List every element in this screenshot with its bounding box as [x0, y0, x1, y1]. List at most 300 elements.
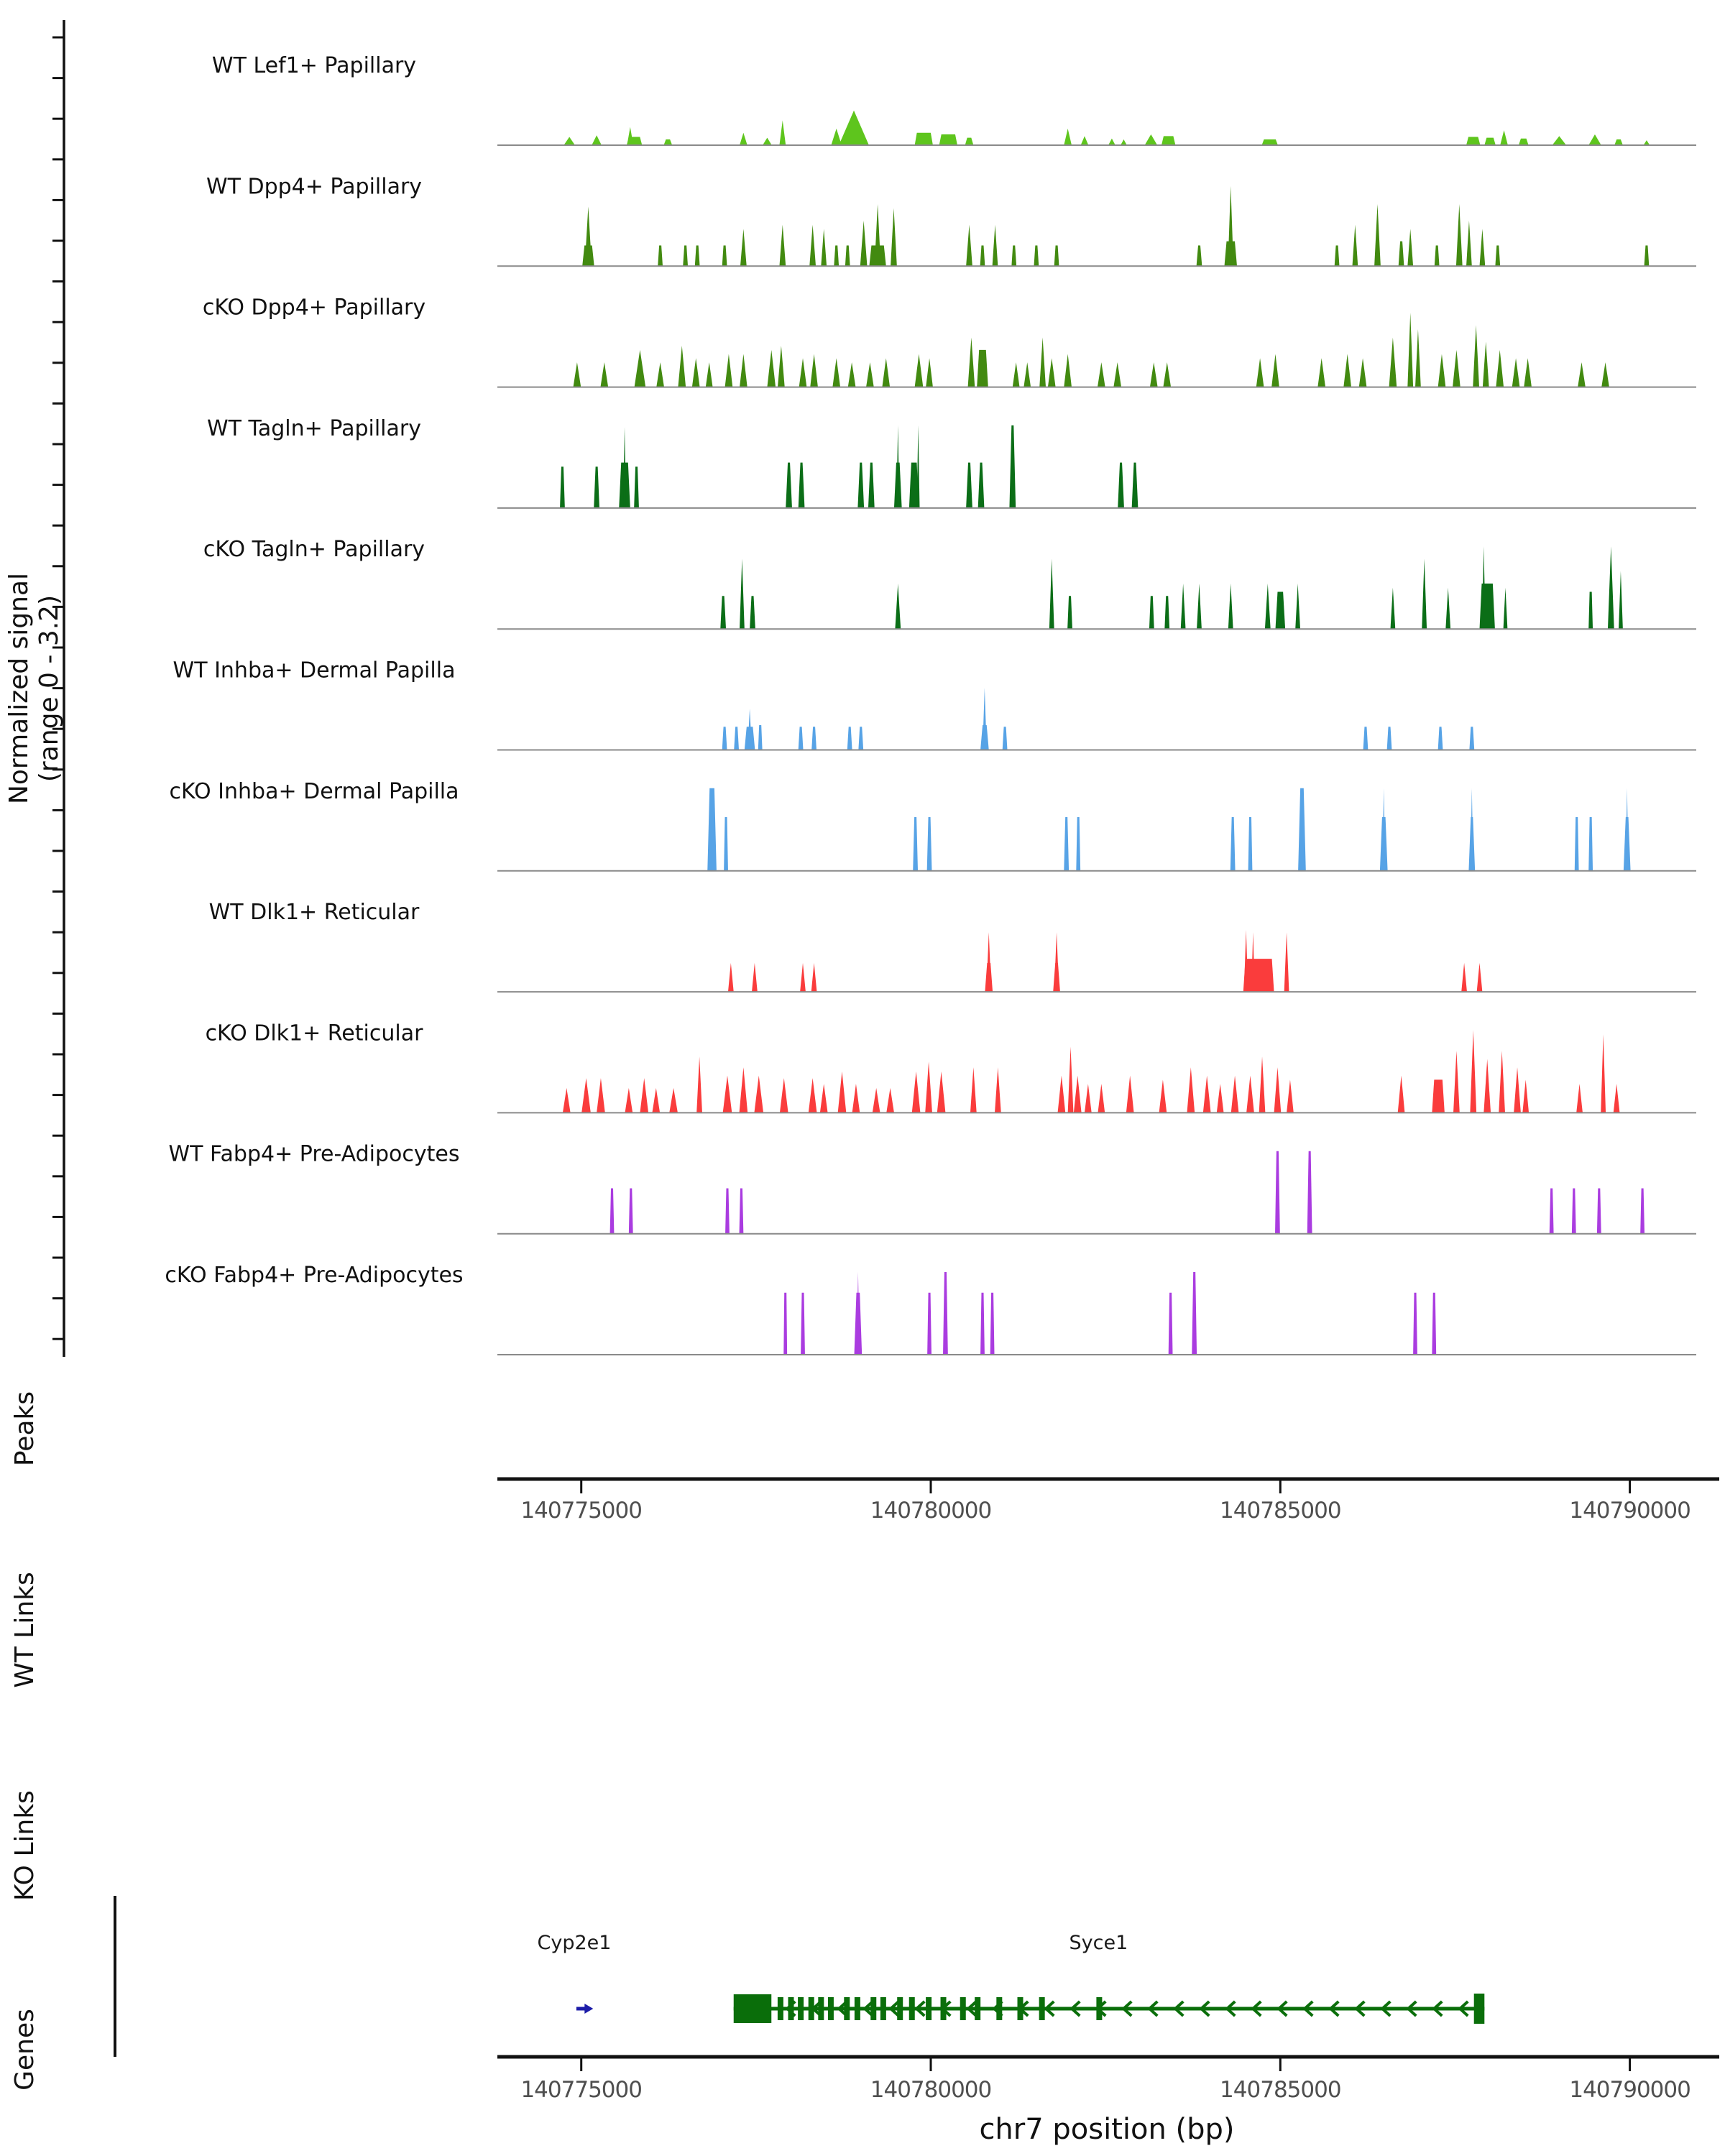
signal-track	[203, 537, 1696, 629]
track-peak	[1181, 584, 1186, 629]
exon	[897, 1997, 903, 2020]
track-peak	[852, 1084, 860, 1112]
track-peak	[980, 1293, 985, 1355]
track-peak	[895, 584, 901, 629]
track-peak	[848, 362, 856, 387]
track-peak	[1453, 1051, 1460, 1112]
track-peak	[1514, 1067, 1521, 1112]
track-peak	[740, 229, 747, 267]
track-peak	[1644, 140, 1650, 145]
track-peak	[1009, 425, 1016, 508]
track-peak	[838, 1072, 847, 1113]
track-peak	[926, 358, 933, 387]
track-peak	[965, 138, 974, 145]
track-peak	[627, 137, 642, 146]
track-peak	[1058, 1076, 1066, 1113]
track-peak	[811, 963, 817, 992]
track-peak	[1317, 358, 1325, 387]
track-peak	[913, 817, 918, 871]
track-peak	[1284, 932, 1289, 992]
track-peak	[1374, 204, 1381, 266]
exon	[778, 1997, 783, 2020]
track-peak	[1575, 817, 1579, 871]
track-peak	[800, 963, 806, 992]
track-peak	[1387, 727, 1392, 750]
track-peak	[1159, 1079, 1167, 1112]
track-peak	[1053, 963, 1060, 992]
exon	[798, 1997, 804, 2020]
track-peak	[786, 463, 792, 508]
track-peak	[1588, 134, 1601, 145]
track-peak	[1484, 138, 1496, 145]
track-peak	[767, 350, 776, 387]
track-peak	[873, 1088, 880, 1113]
track-peak	[821, 229, 827, 267]
track-label: WT Inhba+ Dermal Papilla	[172, 658, 456, 683]
track-peak	[1483, 341, 1489, 387]
signal-track	[207, 416, 1696, 508]
track-peak	[734, 727, 739, 750]
track-peak	[1432, 1079, 1445, 1112]
track-peak	[1259, 1056, 1266, 1112]
track-peak	[600, 362, 608, 387]
track-peak	[1098, 362, 1105, 387]
track-peak	[640, 1078, 648, 1112]
track-peak	[1415, 329, 1421, 387]
track-peak	[1550, 1188, 1554, 1233]
track-peak	[1064, 817, 1069, 871]
track-peak	[1438, 354, 1446, 387]
track-peak	[1067, 596, 1072, 629]
track-peak	[1614, 139, 1623, 145]
track-peak	[1619, 571, 1623, 630]
track-peak	[1466, 137, 1480, 146]
axis-tick-label: 140790000	[1569, 2077, 1690, 2103]
track-peak	[1217, 1084, 1224, 1112]
track-peak	[799, 358, 807, 387]
section-label-wt-links: WT Links	[10, 1572, 40, 1688]
axis-tick-label: 140775000	[520, 2077, 642, 2103]
track-peak	[1469, 727, 1474, 750]
track-peak	[1248, 817, 1253, 871]
track-peak	[740, 1067, 748, 1112]
track-label: WT Fabp4+ Pre-Adipocytes	[168, 1141, 460, 1167]
track-peak	[1197, 246, 1202, 267]
exon	[909, 1997, 915, 2020]
track-peak	[1064, 129, 1072, 145]
track-peak	[1145, 134, 1158, 145]
x-axis-title: chr7 position (bp)	[979, 2113, 1235, 2146]
track-label: cKO Tagln+ Papillary	[203, 537, 426, 563]
track-peak	[728, 963, 734, 992]
track-peak	[1512, 358, 1520, 387]
track-peak	[683, 246, 688, 267]
axis-tick-label: 140785000	[1220, 2077, 1341, 2103]
track-peak	[809, 1078, 817, 1112]
signal-track	[206, 174, 1696, 266]
track-peak	[980, 246, 985, 267]
track-peak	[832, 358, 840, 387]
track-peak	[1132, 463, 1138, 508]
exon	[1474, 1994, 1485, 2024]
track-peak	[1164, 596, 1169, 629]
track-peak	[1013, 362, 1020, 387]
track-peak	[1601, 362, 1609, 387]
track-peak	[779, 225, 786, 267]
track-peak	[560, 466, 565, 508]
track-peak	[1398, 1076, 1405, 1113]
track-peak	[1121, 139, 1127, 145]
track-peak	[706, 362, 713, 387]
axis-tick-label: 140785000	[1220, 1498, 1341, 1524]
track-peak	[820, 1084, 828, 1112]
track-peak	[610, 1188, 615, 1233]
track-peak	[868, 463, 875, 508]
track-peak	[1024, 362, 1031, 387]
track-peak	[740, 354, 748, 387]
track-peak	[886, 1088, 894, 1113]
track-peak	[869, 246, 886, 267]
track-label: WT Dlk1+ Reticular	[208, 900, 420, 926]
y-axis-label-line1: Normalized signal	[4, 572, 34, 805]
track-peak	[625, 1088, 632, 1113]
track-peak	[594, 466, 599, 508]
track-peak	[725, 354, 733, 387]
track-peak	[635, 350, 646, 387]
track-peak	[1588, 591, 1593, 629]
track-peak	[1461, 963, 1467, 992]
track-peak	[779, 121, 786, 146]
track-label: WT Lef1+ Papillary	[211, 53, 417, 78]
track-peak	[1519, 139, 1529, 145]
track-peak	[707, 788, 717, 871]
track-peak	[1343, 354, 1351, 387]
track-peak	[1203, 1076, 1211, 1113]
track-peak	[1359, 358, 1367, 387]
track-peak	[574, 362, 581, 387]
gene-label: Syce1	[1069, 1932, 1128, 1954]
track-peak	[1470, 1030, 1476, 1112]
track-peak	[1271, 354, 1279, 387]
track-peak	[1076, 817, 1080, 871]
exon	[818, 1997, 824, 2020]
track-peak	[912, 1072, 921, 1113]
peaks-axis	[497, 1479, 1719, 1524]
track-peak	[758, 725, 763, 750]
track-peak	[750, 596, 755, 629]
signal-track	[169, 779, 1696, 871]
track-peak	[1390, 588, 1395, 630]
track-peak	[678, 346, 686, 387]
track-peak	[1389, 338, 1397, 387]
track-peak	[723, 1076, 732, 1113]
track-peak	[1552, 136, 1566, 145]
track-peak	[1224, 241, 1237, 267]
track-peak	[1335, 246, 1340, 267]
track-peak	[725, 1188, 730, 1233]
track-peak	[1422, 558, 1427, 629]
track-peak	[939, 134, 957, 145]
track-peak	[966, 225, 972, 267]
track-peak	[1064, 354, 1072, 387]
track-peak	[809, 225, 816, 267]
track-peak	[1352, 225, 1358, 267]
track-peak	[1113, 362, 1121, 387]
track-peak	[985, 963, 993, 992]
track-peak	[1197, 584, 1202, 629]
track-peak	[597, 1078, 605, 1112]
track-peak	[995, 1067, 1001, 1112]
track-peak	[1298, 788, 1306, 871]
track-peak	[1274, 1067, 1282, 1112]
track-peak	[1085, 1084, 1092, 1112]
axis-tick-label: 140780000	[870, 1498, 992, 1524]
track-peak	[763, 138, 772, 145]
track-peak	[1644, 246, 1650, 267]
track-peak	[943, 1272, 948, 1355]
track-peak	[915, 354, 924, 387]
track-peak	[1588, 817, 1593, 871]
track-peak	[858, 727, 863, 750]
track-peak	[1081, 136, 1089, 145]
track-peak	[1039, 338, 1046, 387]
track-peak	[847, 727, 852, 750]
y-axis-label-line2: (range 0 - 3.2)	[34, 594, 64, 783]
signal-track	[212, 53, 1696, 145]
track-peak	[1192, 1272, 1197, 1355]
track-label: cKO Fabp4+ Pre-Adipocytes	[165, 1263, 464, 1288]
track-peak	[1011, 246, 1016, 267]
track-peak	[1169, 1293, 1173, 1355]
track-peak	[724, 817, 728, 871]
track-peak	[564, 137, 575, 146]
track-peak	[780, 1078, 788, 1112]
track-peak	[1118, 463, 1124, 508]
section-label-genes: Genes	[10, 2009, 40, 2091]
track-peak	[1287, 1079, 1294, 1112]
track-peak	[1495, 246, 1500, 267]
track-peak	[1054, 246, 1059, 267]
track-label: cKO Dlk1+ Reticular	[205, 1021, 423, 1046]
track-peak	[1048, 358, 1056, 387]
axis-tick-label: 140775000	[520, 1498, 642, 1524]
track-peak	[629, 1188, 633, 1233]
track-label: WT Tagln+ Papillary	[207, 415, 421, 441]
track-peak	[1499, 1051, 1505, 1112]
track-peak	[656, 362, 664, 387]
track-peak	[1435, 246, 1440, 267]
track-peak	[1407, 229, 1413, 267]
track-peak	[1295, 584, 1300, 629]
track-peak	[1262, 139, 1278, 145]
track-peak	[866, 362, 874, 387]
track-peak	[801, 1293, 805, 1355]
track-peak	[752, 963, 758, 992]
track-peak	[839, 111, 869, 145]
track-peak	[663, 139, 672, 145]
track-peak	[1522, 1079, 1529, 1112]
track-peak	[563, 1088, 571, 1113]
track-peak	[1231, 1076, 1239, 1113]
track-peak	[1126, 1076, 1134, 1113]
exon	[960, 1997, 966, 2020]
dynamic-chart-layer	[52, 20, 1719, 2103]
exon	[844, 1997, 850, 2020]
track-peak	[1150, 362, 1158, 387]
track-peak	[927, 1293, 932, 1355]
track-peak	[968, 338, 975, 387]
track-peak	[915, 133, 933, 145]
track-peak	[1163, 362, 1171, 387]
track-peak	[1477, 963, 1483, 992]
track-peak	[745, 727, 755, 750]
strand-arrow-icon	[584, 2004, 593, 2014]
track-peak	[1466, 221, 1472, 266]
track-peak	[1413, 1293, 1417, 1355]
gene-label: Cyp2e1	[537, 1932, 612, 1954]
track-peak	[778, 346, 785, 387]
track-peak	[1578, 362, 1586, 387]
section-label-peaks: Peaks	[10, 1391, 40, 1467]
track-peak	[658, 246, 663, 267]
track-peak	[970, 1067, 977, 1112]
track-peak	[740, 558, 745, 629]
track-label: cKO Inhba+ Dermal Papilla	[169, 778, 459, 804]
exon	[926, 1997, 932, 2020]
axis-tick-label: 140780000	[870, 2077, 992, 2103]
track-peak	[695, 246, 700, 267]
track-peak	[1230, 817, 1236, 871]
track-peak	[799, 463, 805, 508]
track-peak	[1407, 313, 1413, 387]
track-peak	[581, 1078, 591, 1112]
track-peak	[1265, 584, 1271, 629]
track-peak	[857, 463, 864, 508]
track-peak	[1614, 1084, 1620, 1112]
track-peak	[1074, 1076, 1082, 1113]
track-peak	[811, 727, 816, 750]
signal-track	[209, 900, 1696, 992]
track-peak	[722, 727, 727, 750]
track-peak	[1572, 1188, 1576, 1233]
track-peak	[740, 133, 748, 145]
track-label: cKO Dpp4+ Papillary	[202, 295, 426, 321]
track-peak	[1576, 1084, 1583, 1112]
track-peak	[937, 1072, 946, 1113]
track-peak	[783, 1293, 787, 1355]
track-peak	[1363, 727, 1368, 750]
track-peak	[917, 425, 920, 508]
exon	[855, 1997, 860, 2020]
track-peak	[860, 221, 868, 266]
track-peak	[1275, 591, 1285, 629]
section-label-ko-links: KO Links	[10, 1790, 40, 1901]
track-peak	[1432, 1293, 1436, 1355]
track-peak	[1601, 1034, 1606, 1112]
track-peak	[1484, 1059, 1491, 1113]
track-peak	[845, 246, 850, 267]
track-peak	[925, 1061, 932, 1112]
track-peak	[740, 1188, 744, 1233]
track-peak	[1149, 596, 1154, 629]
track-peak	[1479, 584, 1494, 629]
track-peak	[1228, 584, 1233, 629]
exon	[870, 1997, 876, 2020]
track-peak	[1438, 727, 1443, 750]
axis-tick-label: 140790000	[1569, 1498, 1690, 1524]
track-peak	[696, 1056, 702, 1112]
track-label: WT Dpp4+ Papillary	[206, 174, 423, 200]
track-peak	[1597, 1188, 1601, 1233]
track-peak	[1445, 588, 1450, 630]
track-peak	[1108, 139, 1116, 145]
track-peak	[582, 246, 594, 267]
signal-track	[206, 1021, 1696, 1112]
track-peak	[1256, 358, 1264, 387]
track-peak	[1524, 358, 1532, 387]
signal-track	[169, 1142, 1697, 1234]
track-peak	[1246, 1076, 1254, 1113]
track-peak	[990, 1293, 995, 1355]
track-peak	[1479, 229, 1485, 267]
track-peak	[1275, 1151, 1280, 1234]
signal-track	[173, 658, 1696, 750]
track-peak	[1473, 325, 1479, 387]
track-peak	[966, 463, 972, 508]
signal-track	[165, 1263, 1696, 1355]
track-peak	[1049, 558, 1054, 629]
track-peak	[1500, 130, 1508, 145]
track-peak	[799, 727, 804, 750]
track-peak	[1068, 1046, 1074, 1112]
track-peak	[692, 358, 700, 387]
exon	[828, 1997, 834, 2020]
track-peak	[1608, 546, 1614, 629]
track-peak	[592, 135, 602, 145]
track-peak	[1162, 136, 1175, 145]
genes-x-axis	[497, 2057, 1719, 2103]
track-peak	[810, 354, 818, 387]
track-peak	[1098, 1084, 1105, 1112]
track-peak	[927, 817, 932, 871]
exon	[975, 1997, 980, 2020]
track-peak	[720, 596, 726, 629]
exon	[734, 1994, 772, 2023]
track-peak	[1640, 1188, 1644, 1233]
track-peak	[634, 466, 639, 508]
track-peak	[1187, 1067, 1195, 1112]
track-peak	[652, 1088, 660, 1113]
track-peak	[993, 225, 998, 267]
track-peak	[978, 463, 985, 508]
track-peak	[1456, 204, 1463, 266]
track-peak	[977, 350, 988, 387]
track-peak	[722, 246, 727, 267]
track-peak	[754, 1076, 763, 1113]
track-peak	[891, 208, 897, 267]
track-peak	[1307, 1151, 1312, 1234]
track-peak	[1003, 727, 1008, 750]
track-peak	[1034, 246, 1039, 267]
track-peak	[1453, 350, 1460, 387]
signal-track	[203, 295, 1696, 387]
track-peak	[1496, 350, 1504, 387]
genes-track	[115, 1896, 1484, 2057]
track-peak	[669, 1088, 678, 1113]
track-peak	[834, 246, 839, 267]
exon	[880, 1997, 886, 2020]
track-peak	[882, 358, 890, 387]
